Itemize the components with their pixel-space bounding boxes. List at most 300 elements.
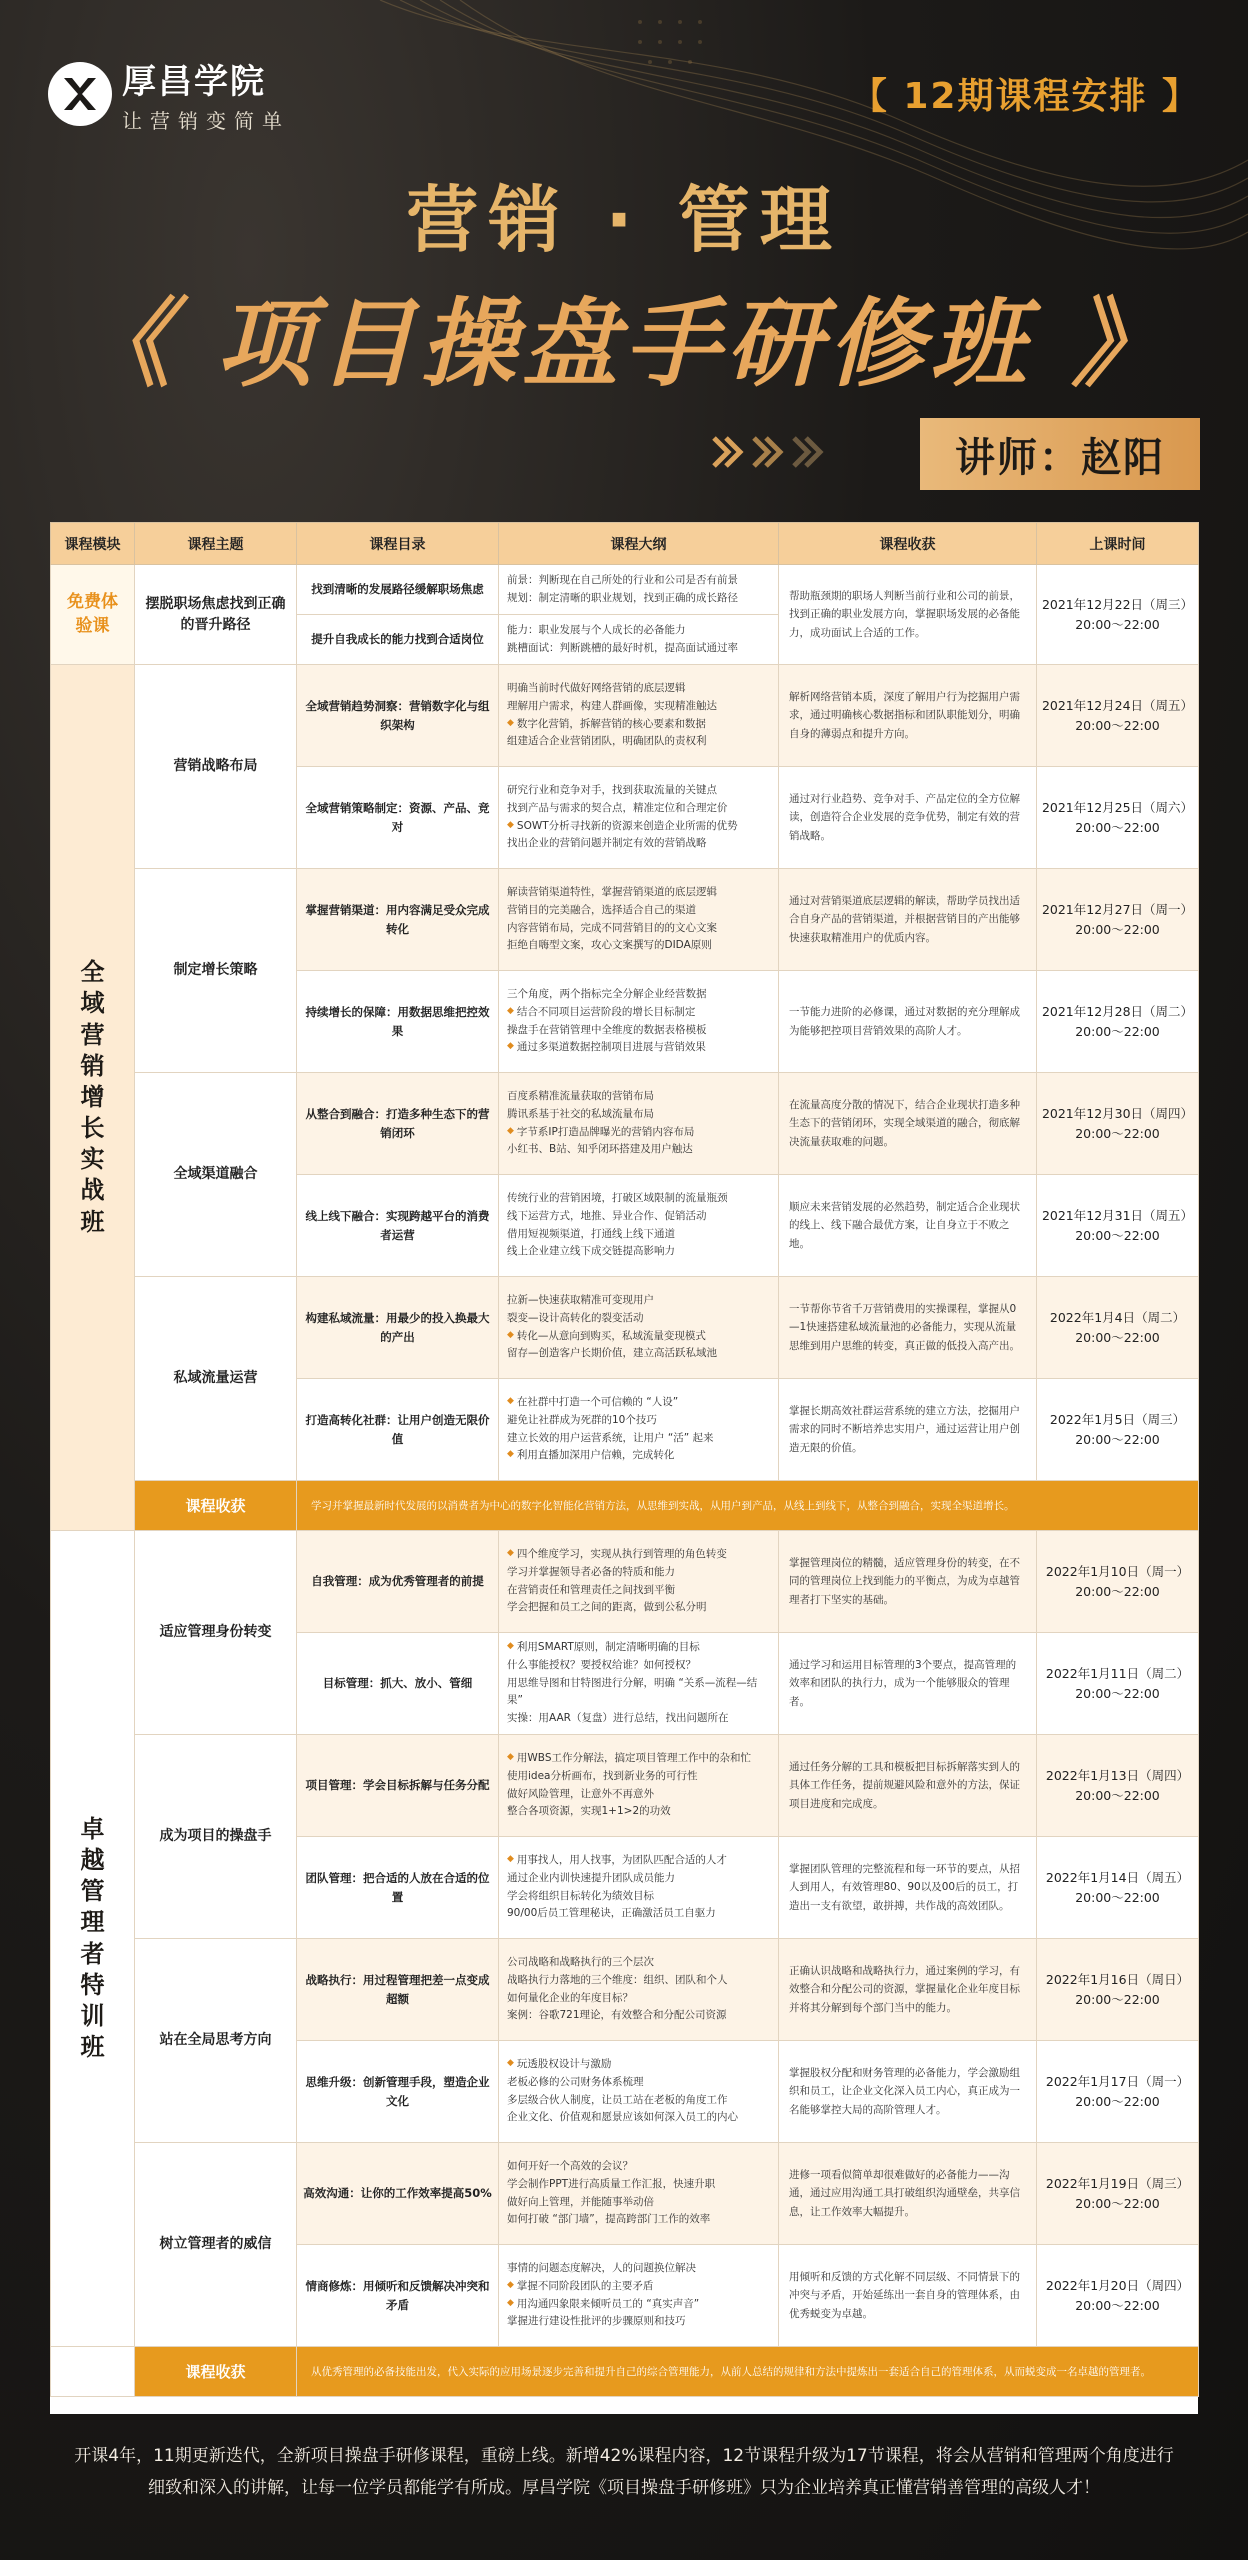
class-date: 2022年1月17日（周一） bbox=[1045, 2073, 1190, 2089]
chevron-right-icon bbox=[710, 436, 826, 468]
column-header: 课程目录 bbox=[297, 523, 499, 565]
diamond-bullet-icon: ◆ bbox=[507, 1329, 514, 1340]
outline-item bbox=[507, 1310, 770, 1328]
outline-text: 掌握进行建设性批评的步骤原则和技巧 bbox=[507, 2315, 686, 2328]
outline-cell bbox=[499, 1073, 779, 1175]
outline-item bbox=[507, 590, 770, 608]
outline-item bbox=[507, 1292, 770, 1310]
diamond-bullet-icon: ◆ bbox=[507, 1547, 514, 1558]
table-row bbox=[51, 665, 1199, 767]
outline-cell bbox=[499, 767, 779, 869]
outline-text: 学习并掌握领导者必备的特质和能力 bbox=[507, 1565, 675, 1578]
summary-label: 课程收获 bbox=[135, 1481, 297, 1531]
outline-item bbox=[507, 2260, 770, 2278]
outline-cell bbox=[499, 1837, 779, 1939]
outline-text: 拉新—快速获取精准可变现用户 bbox=[507, 1293, 654, 1306]
diamond-bullet-icon: ◆ bbox=[507, 1640, 514, 1651]
class-hours: 20:00～22:00 bbox=[1075, 616, 1160, 632]
outline-item bbox=[507, 2313, 770, 2331]
class-hours: 20:00～22:00 bbox=[1075, 1023, 1160, 1039]
outline-item bbox=[507, 1582, 770, 1600]
outline-text: 如何量化企业的年度目标？ bbox=[507, 1991, 633, 2004]
time-cell bbox=[1037, 1379, 1199, 1481]
topic-cell: 摆脱职场焦虑找到正确的晋升路径 bbox=[135, 565, 297, 665]
outline-text: 在社群中打造一个可信赖的 “人设” bbox=[516, 1395, 679, 1408]
outline-cell bbox=[499, 2041, 779, 2143]
class-date: 2022年1月19日（周三） bbox=[1045, 2175, 1190, 2191]
outline-text: 学会制作PPT进行高质量工作汇报，快速升职 bbox=[507, 2177, 716, 2190]
module-name: 卓越管理者特训班 bbox=[80, 1814, 105, 2062]
outline-text: 小红书、B站、知乎闭环搭建及用户触达 bbox=[507, 1143, 693, 1156]
class-date: 2022年1月20日（周四） bbox=[1045, 2277, 1190, 2293]
outline-cell bbox=[499, 565, 779, 615]
class-date: 2022年1月13日（周四） bbox=[1045, 1767, 1190, 1783]
topic-cell: 制定增长策略 bbox=[135, 869, 297, 1073]
outline-item bbox=[507, 1022, 770, 1040]
title-line-1: 营销 · 管理 bbox=[406, 178, 842, 262]
outline-cell bbox=[499, 615, 779, 665]
outline-item bbox=[507, 1039, 770, 1057]
class-hours: 20:00～22:00 bbox=[1075, 921, 1160, 937]
outline-text: 找到产品与需求的契合点，精准定位和合理定价 bbox=[507, 801, 728, 814]
gain-cell: 通过对营销渠道底层逻辑的解读，帮助学员找出适合自身产品的营销渠道，并根据营销目的产出能够快速获取精准用户的优质内容。 bbox=[779, 869, 1037, 971]
outline-text: 事情的问题态度解决，人的问题换位解决 bbox=[507, 2261, 696, 2274]
diamond-bullet-icon: ◆ bbox=[507, 819, 514, 830]
directory-cell: 高效沟通：让你的工作效率提高50% bbox=[297, 2143, 499, 2245]
class-date: 2021年12月30日（周四） bbox=[1041, 1105, 1194, 1121]
outline-item bbox=[507, 622, 770, 640]
table-row bbox=[51, 1531, 1199, 1633]
outline-text: 裂变—设计高转化的裂变活动 bbox=[507, 1311, 644, 1324]
gain-cell: 通过学习和运用目标管理的3个要点，提高管理的效率和团队的执行力，成为一个能够服众的管理者。 bbox=[779, 1633, 1037, 1735]
gain-cell: 用倾听和反馈的方式化解不同层级、不同情景下的冲突与矛盾，开始延练出一套自身的管理体系，由优秀蜕变为卓越。 bbox=[779, 2245, 1037, 2347]
outline-item bbox=[507, 902, 770, 920]
outline-item bbox=[507, 572, 770, 590]
time-cell bbox=[1037, 1939, 1199, 2041]
outline-item bbox=[507, 2109, 770, 2127]
class-hours: 20:00～22:00 bbox=[1075, 1227, 1160, 1243]
outline-item bbox=[507, 716, 770, 734]
gain-cell: 一节能力进阶的必修课，通过对数据的充分理解成为能够把控项目营销效果的高阶人才。 bbox=[779, 971, 1037, 1073]
outline-cell bbox=[499, 1633, 779, 1735]
outline-item bbox=[507, 2007, 770, 2025]
outline-cell bbox=[499, 1939, 779, 2041]
outline-text: 案例：谷歌721理论，有效整合和分配公司资源 bbox=[507, 2009, 727, 2022]
outline-item bbox=[507, 1004, 770, 1022]
module-cell bbox=[51, 665, 135, 1531]
gain-cell: 掌握团队管理的完整流程和每一环节的要点，从招人到用人，有效管理80、90以及00后的员工，打造出一支有欲望，敢拼搏，共作战的高效团队。 bbox=[779, 1837, 1037, 1939]
gain-cell: 进修一项看似简单却很难做好的必备能力——沟通，通过应用沟通工具打破组织沟通壁垒，共享信息，让工作效率大幅提升。 bbox=[779, 2143, 1037, 2245]
class-hours: 20:00～22:00 bbox=[1075, 1685, 1160, 1701]
outline-text: 解读营销渠道特性，掌握营销渠道的底层逻辑 bbox=[507, 885, 717, 898]
time-cell bbox=[1037, 1837, 1199, 1939]
outline-item bbox=[507, 698, 770, 716]
outline-item bbox=[507, 1208, 770, 1226]
time-cell bbox=[1037, 2245, 1199, 2347]
outline-text: 用沟通四象限来倾听员工的 “真实声音” bbox=[516, 2297, 700, 2310]
gain-cell: 正确认识战略和战略执行力，通过案例的学习，有效整合和分配公司的资源，掌握量化企业年度目标并将其分解到每个部门当中的能力。 bbox=[779, 1939, 1037, 2041]
module-free-trial bbox=[51, 565, 135, 665]
outline-item bbox=[507, 1710, 770, 1728]
outline-text: 使用idea分析画布，找到新业务的可行性 bbox=[507, 1769, 698, 1782]
outline-item bbox=[507, 986, 770, 1004]
outline-item bbox=[507, 1190, 770, 1208]
table-row bbox=[51, 1277, 1199, 1379]
module-name: 全域营销增长实战班 bbox=[80, 958, 105, 1236]
outline-text: 传统行业的营销困境，打破区域限制的流量瓶颈 bbox=[507, 1191, 728, 1204]
outline-text: 研究行业和竞争对手，找到获取流量的关键点 bbox=[507, 783, 717, 796]
outline-item bbox=[507, 1972, 770, 1990]
outline-text: 在营销责任和管理责任之间找到平衡 bbox=[507, 1583, 675, 1596]
outline-item bbox=[507, 1243, 770, 1261]
outline-item bbox=[507, 1088, 770, 1106]
class-date: 2021年12月22日（周三） bbox=[1041, 596, 1194, 612]
class-date: 2021年12月24日（周五） bbox=[1041, 697, 1194, 713]
outline-text: 建立长效的用户运营系统，让用户 “活” 起来 bbox=[507, 1431, 714, 1444]
outline-item bbox=[507, 1226, 770, 1244]
outline-item bbox=[507, 1888, 770, 1906]
summary-label: 课程收获 bbox=[135, 2347, 297, 2397]
outline-text: 多层级合伙人制度，让员工站在老板的角度工作 bbox=[507, 2093, 728, 2106]
outline-item bbox=[507, 920, 770, 938]
outline-text: 留存—创造客户长期价值，建立高活跃私域池 bbox=[507, 1347, 717, 1360]
time-cell bbox=[1037, 767, 1199, 869]
outline-text: 利用SMART原则，制定清晰明确的目标 bbox=[516, 1640, 700, 1653]
outline-item bbox=[507, 1675, 770, 1711]
topic-cell: 树立管理者的威信 bbox=[135, 2143, 297, 2347]
outline-text: 避免让社群成为死群的10个技巧 bbox=[507, 1413, 657, 1426]
diamond-bullet-icon: ◆ bbox=[507, 1751, 514, 1762]
class-hours: 20:00～22:00 bbox=[1075, 2093, 1160, 2109]
outline-item bbox=[507, 1430, 770, 1448]
outline-text: 明确当前时代做好网络营销的底层逻辑 bbox=[507, 681, 686, 694]
outline-text: 用WBS工作分解法，搞定项目管理工作中的杂和忙 bbox=[516, 1751, 751, 1764]
outline-cell bbox=[499, 1277, 779, 1379]
directory-cell: 项目管理：学会目标拆解与任务分配 bbox=[297, 1735, 499, 1837]
outline-cell bbox=[499, 869, 779, 971]
column-header: 课程大纲 bbox=[499, 523, 779, 565]
gain-cell: 通过对行业趋势、竞争对手、产品定位的全方位解读，创造符合企业发展的竞争优势，制定有效的营销战略。 bbox=[779, 767, 1037, 869]
outline-text: 什么事能授权？要授权给谁？如何授权？ bbox=[507, 1658, 696, 1671]
outline-item bbox=[507, 884, 770, 902]
directory-cell: 情商修炼：用倾听和反馈解决冲突和矛盾 bbox=[297, 2245, 499, 2347]
outline-cell bbox=[499, 2245, 779, 2347]
gain-cell: 顺应未来营销发展的必然趋势，制定适合企业现状的线上、线下融合最优方案，让自身立于不败之地。 bbox=[779, 1175, 1037, 1277]
outline-text: 利用直播加深用户信赖，完成转化 bbox=[516, 1449, 675, 1462]
summary-row bbox=[51, 1481, 1199, 1531]
class-date: 2021年12月31日（周五） bbox=[1041, 1207, 1194, 1223]
outline-text: 掌握不同阶段团队的主要矛盾 bbox=[516, 2279, 654, 2292]
class-date: 2022年1月5日（周三） bbox=[1049, 1411, 1186, 1427]
time-cell bbox=[1037, 869, 1199, 971]
outline-item bbox=[507, 2278, 770, 2296]
outline-text: 结合不同项目运营阶段的增长目标制定 bbox=[516, 1005, 696, 1018]
footer-description bbox=[60, 2440, 1188, 2505]
diamond-bullet-icon: ◆ bbox=[507, 2057, 514, 2068]
diamond-bullet-icon: ◆ bbox=[507, 1005, 514, 1016]
gain-cell: 解析网络营销本质，深度了解用户行为挖掘用户需求，通过明确核心数据指标和团队职能划分，明确自身的薄弱点和提升方向。 bbox=[779, 665, 1037, 767]
gain-cell: 一节帮你节省千万营销费用的实操课程，掌握从0—1快速搭建私域流量池的必备能力，实现从流量思维到用户思维的转变，真正做的低投入高产出。 bbox=[779, 1277, 1037, 1379]
course-table bbox=[50, 522, 1198, 2414]
outline-text: 找出企业的营销问题并制定有效的营销战略 bbox=[507, 837, 707, 850]
outline-text: 前景：判断现在自己所处的行业和公司是否有前景 bbox=[507, 573, 738, 586]
outline-cell bbox=[499, 971, 779, 1073]
outline-text: 理解用户需求，构建人群画像，实现精准触达 bbox=[507, 699, 717, 712]
gain-cell: 掌握股权分配和财务管理的必备能力，学会激励组织和员工，让企业文化深入员工内心，真正成为一名能够掌控大局的高阶管理人才。 bbox=[779, 2041, 1037, 2143]
outline-item bbox=[507, 1599, 770, 1617]
diamond-bullet-icon: ◆ bbox=[507, 2297, 514, 2308]
class-hours: 20:00～22:00 bbox=[1075, 1125, 1160, 1141]
class-date: 2022年1月11日（周二） bbox=[1045, 1665, 1190, 1681]
outline-text: 线上企业建立线下成交链提高影响力 bbox=[507, 1245, 675, 1258]
class-hours: 20:00～22:00 bbox=[1075, 1329, 1160, 1345]
outline-text: 腾讯系基于社交的私域流量布局 bbox=[507, 1107, 654, 1120]
column-header: 课程模块 bbox=[51, 523, 135, 565]
outline-item bbox=[507, 1106, 770, 1124]
footer-line: 细致和深入的讲解，让每一位学员都能学有所成。厚昌学院《项目操盘手研修班》只为企业培养真正懂营销善管理的高级人才！ bbox=[148, 2478, 1100, 2499]
outline-item bbox=[507, 680, 770, 698]
outline-text: 通过企业内训快速提升团队成员能力 bbox=[507, 1871, 675, 1884]
outline-text: 通过多渠道数据控制项目进展与营销效果 bbox=[516, 1041, 706, 1054]
outline-cell bbox=[499, 665, 779, 767]
gain-cell: 通过任务分解的工具和模板把目标拆解落实到人的具体工作任务，提前规避风险和意外的方法，保证项目进度和完成度。 bbox=[779, 1735, 1037, 1837]
class-date: 2022年1月4日（周二） bbox=[1049, 1309, 1186, 1325]
directory-cell: 找到清晰的发展路径缓解职场焦虑 bbox=[297, 565, 499, 615]
outline-text: 90/00后员工管理秘诀，正确激活员工自驱力 bbox=[507, 1907, 716, 1920]
class-date: 2021年12月25日（周六） bbox=[1041, 799, 1194, 815]
directory-cell: 战略执行：用过程管理把差一点变成超额 bbox=[297, 1939, 499, 2041]
column-header: 课程主题 bbox=[135, 523, 297, 565]
summary-spacer bbox=[51, 2347, 135, 2397]
diamond-bullet-icon: ◆ bbox=[507, 1853, 514, 1864]
column-header: 课程收获 bbox=[779, 523, 1037, 565]
class-hours: 20:00～22:00 bbox=[1075, 1583, 1160, 1599]
column-header: 上课时间 bbox=[1037, 523, 1199, 565]
outline-text: 营销目的完美融合，选择适合自己的渠道 bbox=[507, 903, 696, 916]
class-date: 2022年1月16日（周日） bbox=[1045, 1971, 1190, 1987]
table-row bbox=[51, 1735, 1199, 1837]
time-cell bbox=[1037, 2143, 1199, 2245]
schedule-tag: 【 12期课程安排 】 bbox=[850, 76, 1200, 117]
topic-cell: 成为项目的操盘手 bbox=[135, 1735, 297, 1939]
outline-text: 公司战略和战略执行的三个层次 bbox=[507, 1955, 654, 1968]
outline-text: 转化—从意向到购买，私域流量变现模式 bbox=[516, 1329, 706, 1342]
outline-item bbox=[507, 818, 770, 836]
module-label: 免费体验课 bbox=[67, 591, 118, 636]
outline-text: 做好向上管理，并能随事举动倍 bbox=[507, 2195, 654, 2208]
outline-item bbox=[507, 2194, 770, 2212]
time-cell bbox=[1037, 971, 1199, 1073]
topic-cell: 私域流量运营 bbox=[135, 1277, 297, 1481]
summary-text: 学习并掌握最新时代发展的以消费者为中心的数字化智能化营销方法，从思维到实战，从用户到产品，从线上到线下，从整合到融合，实现全渠道增长。 bbox=[297, 1481, 1199, 1531]
outline-cell bbox=[499, 1379, 779, 1481]
outline-text: SOWT分析寻找新的资源来创造企业所需的优势 bbox=[516, 819, 738, 832]
diamond-bullet-icon: ◆ bbox=[507, 1449, 514, 1460]
outline-item bbox=[507, 1803, 770, 1821]
brand-logo bbox=[48, 54, 290, 134]
diamond-bullet-icon: ◆ bbox=[507, 1041, 514, 1052]
outline-text: 拒绝自嗨型文案，攻心文案撰写的DIDA原则 bbox=[507, 939, 712, 952]
footer-line: 开课4年，11期更新迭代，全新项目操盘手研修课程，重磅上线。新增42%课程内容，12节课程升级为17节课程，将会从营销和管理两个角度进行 bbox=[74, 2446, 1174, 2466]
directory-cell: 目标管理：抓大、放小、管细 bbox=[297, 1633, 499, 1735]
class-hours: 20:00～22:00 bbox=[1075, 1889, 1160, 1905]
outline-item bbox=[507, 733, 770, 751]
outline-cell bbox=[499, 1735, 779, 1837]
outline-text: 做好风险管理，让意外不再意外 bbox=[507, 1787, 654, 1800]
outline-text: 组建适合企业营销团队，明确团队的责权利 bbox=[507, 735, 707, 748]
outline-text: 数字化营销，拆解营销的核心要素和数据 bbox=[516, 717, 706, 730]
class-hours: 20:00～22:00 bbox=[1075, 819, 1160, 835]
outline-text: 百度系精准流量获取的营销布局 bbox=[507, 1089, 654, 1102]
outline-text: 能力：职业发展与个人成长的必备能力 bbox=[507, 623, 686, 636]
outline-item bbox=[507, 1657, 770, 1675]
outline-item bbox=[507, 1328, 770, 1346]
diamond-bullet-icon: ◆ bbox=[507, 1125, 514, 1136]
outline-text: 跳槽面试：判断跳槽的最好时机，提高面试通过率 bbox=[507, 641, 738, 654]
directory-cell: 从整合到融合：打造多种生态下的营销闭环 bbox=[297, 1073, 499, 1175]
directory-cell: 全域营销趋势洞察：营销数字化与组织架构 bbox=[297, 665, 499, 767]
directory-cell: 自我管理：成为优秀管理者的前提 bbox=[297, 1531, 499, 1633]
topic-cell: 适应管理身份转变 bbox=[135, 1531, 297, 1735]
outline-item bbox=[507, 782, 770, 800]
table-header-row bbox=[51, 523, 1199, 565]
page-title: 《 项目操盘手研修班 》 bbox=[74, 288, 1174, 400]
outline-item bbox=[507, 1345, 770, 1363]
diamond-bullet-icon: ◆ bbox=[507, 2279, 514, 2290]
brand-name: 厚昌学院 bbox=[122, 62, 266, 102]
directory-cell: 团队管理：把合适的人放在合适的位置 bbox=[297, 1837, 499, 1939]
time-cell bbox=[1037, 1531, 1199, 1633]
outline-text: 三个角度，两个指标完全分解企业经营数据 bbox=[507, 987, 707, 1000]
directory-cell: 全域营销策略制定：资源、产品、竞对 bbox=[297, 767, 499, 869]
directory-cell: 打造高转化社群：让用户创造无限价值 bbox=[297, 1379, 499, 1481]
outline-item bbox=[507, 1639, 770, 1657]
outline-text: 规划：制定清晰的职业规划，找到正确的成长路径 bbox=[507, 591, 738, 604]
outline-item bbox=[507, 2074, 770, 2092]
table-row bbox=[51, 869, 1199, 971]
outline-item bbox=[507, 2211, 770, 2229]
gain-cell: 帮助瓶颈期的职场人判断当前行业和公司的前景，找到正确的职业发展方向，掌握职场发展的必备能力，成功面试上合适的工作。 bbox=[779, 565, 1037, 665]
directory-cell: 构建私域流量：用最少的投入换最大的产出 bbox=[297, 1277, 499, 1379]
outline-item bbox=[507, 1124, 770, 1142]
outline-text: 如何开好一个高效的会议？ bbox=[507, 2159, 633, 2172]
outline-item bbox=[507, 1870, 770, 1888]
directory-cell: 提升自我成长的能力找到合适岗位 bbox=[297, 615, 499, 665]
outline-item bbox=[507, 937, 770, 955]
outline-text: 用事找人，用人找事，为团队匹配合适的人才 bbox=[516, 1853, 727, 1866]
gain-cell: 在流量高度分散的情况下，结合企业现状打造多种生态下的营销闭环，实现全域渠道的融合，彻底解决流量获取难的问题。 bbox=[779, 1073, 1037, 1175]
class-hours: 20:00～22:00 bbox=[1075, 1991, 1160, 2007]
summary-text: 从优秀管理的必备技能出发，代入实际的应用场景逐步完善和提升自己的综合管理能力，从前人总结的规律和方法中提炼出一套适合自己的管理体系，从而蜕变成一名卓越的管理者。 bbox=[297, 2347, 1199, 2397]
outline-cell bbox=[499, 1175, 779, 1277]
outline-item bbox=[507, 2056, 770, 2074]
outline-item bbox=[507, 1564, 770, 1582]
outline-text: 字节系IP打造品牌曝光的营销内容布局 bbox=[516, 1125, 695, 1138]
outline-text: 操盘手在营销管理中全维度的数据表格模板 bbox=[507, 1023, 707, 1036]
outline-item bbox=[507, 1990, 770, 2008]
topic-cell: 营销战略布局 bbox=[135, 665, 297, 869]
outline-text: 如何打破 “部门墙”，提高跨部门工作的效率 bbox=[507, 2213, 711, 2226]
outline-item bbox=[507, 640, 770, 658]
directory-cell: 线上线下融合：实现跨越平台的消费者运营 bbox=[297, 1175, 499, 1277]
class-hours: 20:00～22:00 bbox=[1075, 1787, 1160, 1803]
topic-cell: 站在全局思考方向 bbox=[135, 1939, 297, 2143]
outline-text: 战略执行力落地的三个维度：组织、团队和个人 bbox=[507, 1973, 728, 1986]
outline-item bbox=[507, 1394, 770, 1412]
class-hours: 20:00～22:00 bbox=[1075, 2195, 1160, 2211]
module-cell bbox=[51, 1531, 135, 2347]
outline-text: 线下运营方式，地推、异业合作、促销活动 bbox=[507, 1209, 707, 1222]
class-hours: 20:00～22:00 bbox=[1075, 717, 1160, 733]
table-row bbox=[51, 1073, 1199, 1175]
outline-item bbox=[507, 2092, 770, 2110]
outline-item bbox=[507, 1905, 770, 1923]
outline-text: 内容营销布局，完成不同营销目的的文心文案 bbox=[507, 921, 717, 934]
outline-text: 用思维导图和甘特图进行分解，明确 “关系—流程—结果” bbox=[507, 1676, 758, 1707]
table-row bbox=[51, 565, 1199, 615]
outline-text: 老板必修的公司财务体系梳理 bbox=[507, 2075, 644, 2088]
directory-cell: 掌握营销渠道：用内容满足受众完成转化 bbox=[297, 869, 499, 971]
outline-item bbox=[507, 835, 770, 853]
outline-item bbox=[507, 1546, 770, 1564]
diamond-bullet-icon: ◆ bbox=[507, 1395, 514, 1406]
outline-cell bbox=[499, 2143, 779, 2245]
time-cell bbox=[1037, 1073, 1199, 1175]
table-row bbox=[51, 2143, 1199, 2245]
outline-item bbox=[507, 1141, 770, 1159]
time-cell bbox=[1037, 1633, 1199, 1735]
class-hours: 20:00～22:00 bbox=[1075, 1431, 1160, 1447]
outline-item bbox=[507, 1447, 770, 1465]
topic-cell: 全域渠道融合 bbox=[135, 1073, 297, 1277]
hc-logo-icon bbox=[48, 62, 112, 126]
outline-item bbox=[507, 2296, 770, 2314]
time-cell bbox=[1037, 1175, 1199, 1277]
outline-text: 借用短视频渠道，打通线上线下通道 bbox=[507, 1227, 675, 1240]
outline-text: 学会把握和员工之间的距离，做到公私分明 bbox=[507, 1601, 707, 1614]
class-date: 2022年1月14日（周五） bbox=[1045, 1869, 1190, 1885]
outline-item bbox=[507, 1412, 770, 1430]
class-date: 2022年1月10日（周一） bbox=[1045, 1563, 1190, 1579]
outline-item bbox=[507, 2176, 770, 2194]
time-cell bbox=[1037, 2041, 1199, 2143]
time-cell bbox=[1037, 1277, 1199, 1379]
table-row bbox=[51, 1939, 1199, 2041]
outline-cell bbox=[499, 1531, 779, 1633]
outline-item bbox=[507, 1786, 770, 1804]
outline-text: 学会将组织目标转化为绩效目标 bbox=[507, 1889, 654, 1902]
outline-item bbox=[507, 1852, 770, 1870]
diamond-bullet-icon: ◆ bbox=[507, 717, 514, 728]
time-cell bbox=[1037, 665, 1199, 767]
brand-slogan: 让营销变简单 bbox=[122, 109, 290, 133]
outline-text: 整合各项资源，实现1+1>2的功效 bbox=[507, 1805, 671, 1818]
outline-item bbox=[507, 1750, 770, 1768]
class-date: 2021年12月27日（周一） bbox=[1041, 901, 1194, 917]
outline-item bbox=[507, 2158, 770, 2176]
outline-item bbox=[507, 1954, 770, 1972]
outline-text: 玩透股权设计与激励 bbox=[516, 2057, 612, 2070]
summary-row bbox=[51, 2347, 1199, 2397]
outline-text: 企业文化、价值观和愿景应该如何深入员工的内心 bbox=[507, 2111, 738, 2124]
time-cell bbox=[1037, 1735, 1199, 1837]
lecturer-badge: 讲师：赵阳 bbox=[920, 418, 1200, 490]
class-hours: 20:00～22:00 bbox=[1075, 2297, 1160, 2313]
gain-cell: 掌握长期高效社群运营系统的建立方法，挖掘用户需求的同时不断培养忠实用户，通过运营让用户创造无限的价值。 bbox=[779, 1379, 1037, 1481]
class-date: 2021年12月28日（周二） bbox=[1041, 1003, 1194, 1019]
outline-item bbox=[507, 1768, 770, 1786]
outline-item bbox=[507, 800, 770, 818]
